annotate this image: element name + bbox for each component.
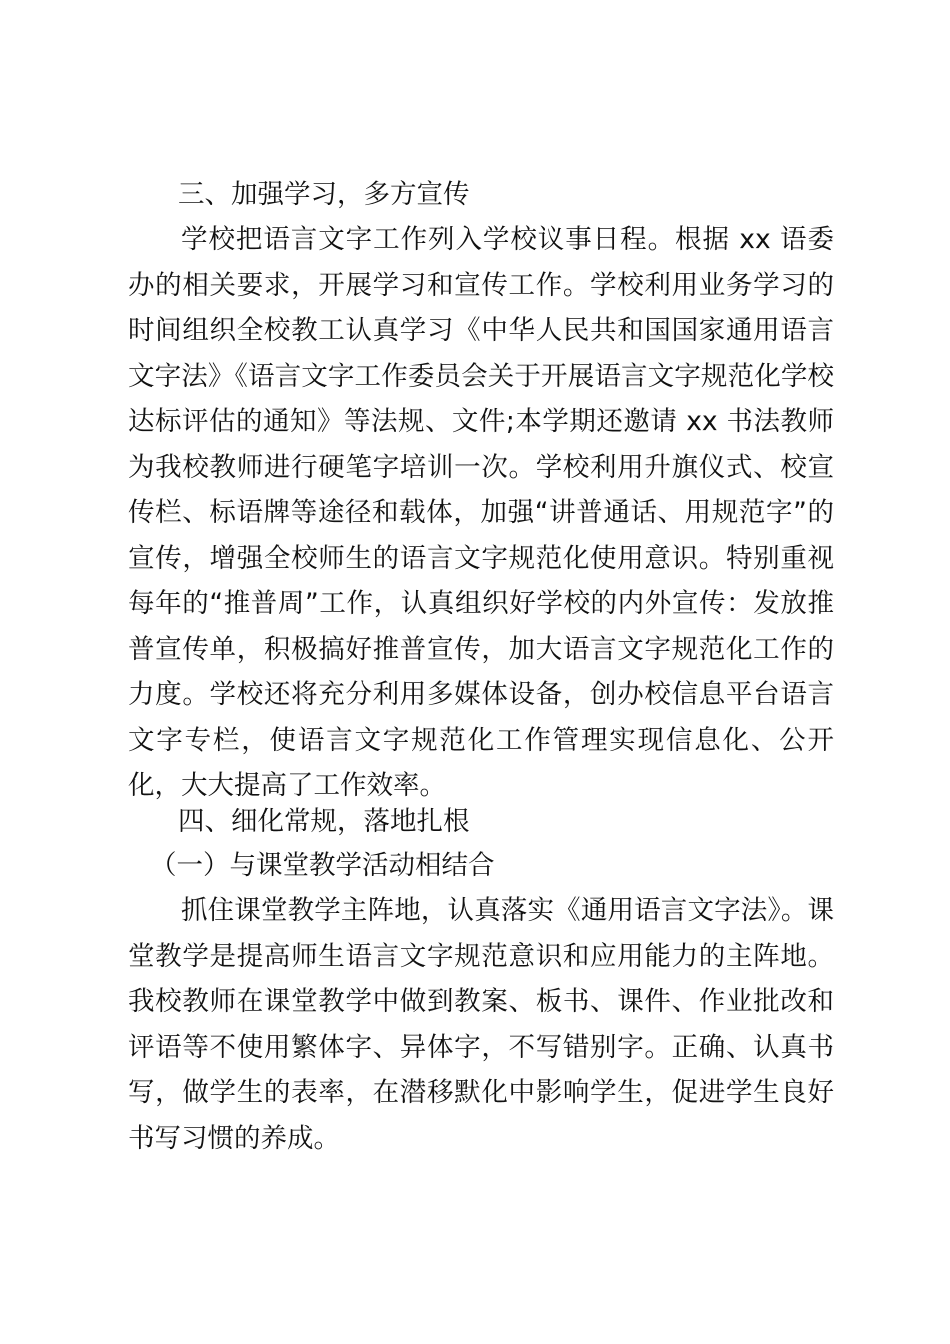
section-3-paragraph: 学校把语言文字工作列入学校议事日程。根据 xx 语委办的相关要求，开展学习和宣传工作。学校利用业务学习的时间组织全校教工认真学习《中华人民共和国国家通用语言文字法》《语言文字工作委员会关于开展语言文字规范化学校达标评估的通知》等法规、文件;本学期还邀请 xx 书法教师为我校教师进行硬笔字培训一次。学校利用升旗仪式、校宣传栏、标语牌等途径和载体，加强“讲普通话、用规范字”的宣传，增强全校师生的语言文字规范化使用意识。特别重视每年的“推普周”工作，认真组织好学校的内外宣传：发放推普宣传单，积极搞好推普宣传，加大语言文字规范化工作的力度。学校还将充分利用多媒体设备，创办校信息平台语言文字专栏，使语言文字规范化工作管理实现信息化、公开化，大大提高了工作效率。 bbox=[128, 224, 834, 801]
section-4-heading: 四、细化常规，落地扎根 bbox=[178, 806, 470, 837]
section-3-heading: 三、加强学习，多方宣传 bbox=[178, 179, 470, 210]
subsection-1-heading: （一）与课堂教学活动相结合 bbox=[150, 850, 495, 881]
subsection-1-paragraph: 抓住课堂教学主阵地，认真落实《通用语言文字法》。课堂教学是提高师生语言文字规范意识和应用能力的主阵地。我校教师在课堂教学中做到教案、板书、课件、作业批改和评语等不使用繁体字、异体字，不写错别字。正确、认真书写，做学生的表率，在潜移默化中影响学生，促进学生良好书写习惯的养成。 bbox=[128, 895, 834, 1154]
